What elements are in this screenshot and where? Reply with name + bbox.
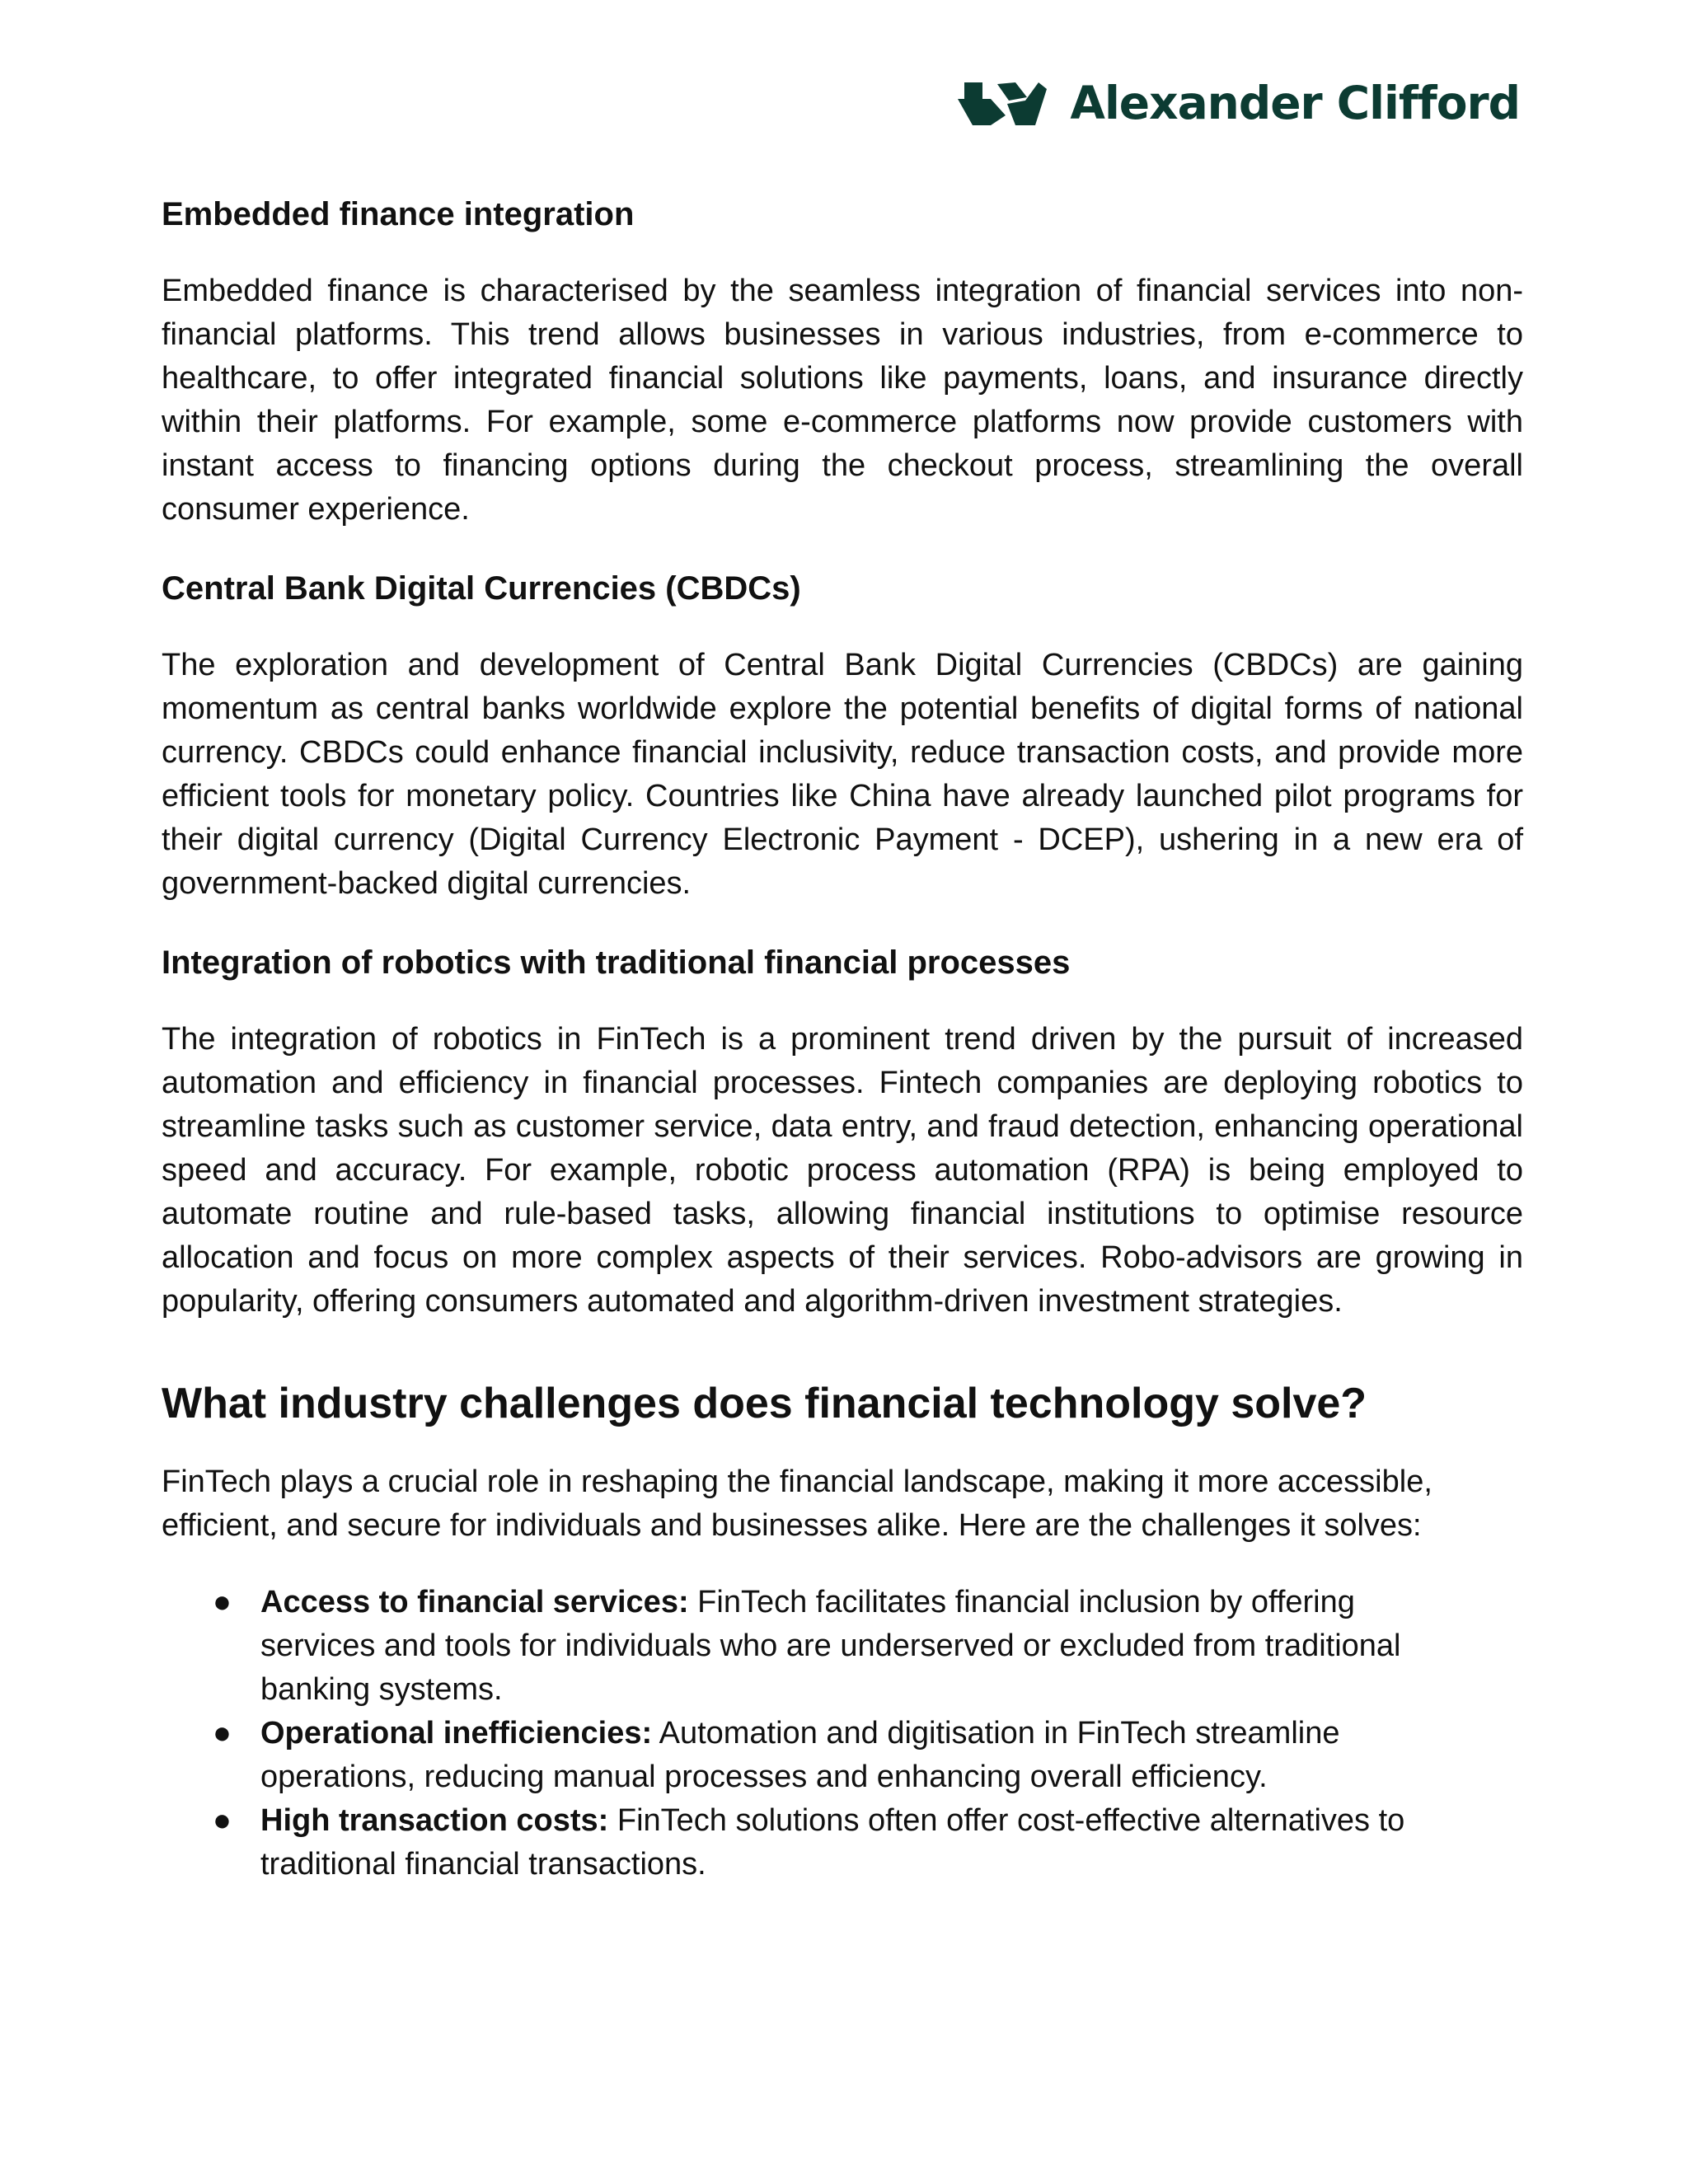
list-item-text: FinTech solutions often offer cost-effective alternatives to traditional financial transactions. xyxy=(260,1803,1405,1882)
challenges-list xyxy=(162,1581,1523,1886)
list-item-term: Access to financial services: xyxy=(260,1585,689,1620)
list-item-text: Automation and digitisation in FinTech streamline operations, reducing manual processes and enhancing overall efficiency. xyxy=(260,1716,1340,1795)
document-content xyxy=(162,194,1523,1886)
bullet-icon: ● xyxy=(213,1803,232,1839)
section-body-embedded-finance: Embedded finance is characterised by the seamless integration of financial services into non-financial platforms. This trend allows businesses in various industries, from e-commerce to healthcare, to offer integrated financial solutions like payments, loans, and insurance directly within their platforms. For example, some e-commerce platforms now provide customers with instant access to financing options during the checkout process, streamlining the overall consumer experience. xyxy=(162,274,1523,527)
section-heading-cbdcs: Central Bank Digital Currencies (CBDCs) xyxy=(162,570,801,607)
list-item xyxy=(162,1581,1523,1712)
bullet-icon: ● xyxy=(213,1585,232,1620)
list-item-term: Operational inefficiencies: xyxy=(260,1716,653,1751)
section-heading-embedded-finance: Embedded finance integration xyxy=(162,196,635,232)
brand-header xyxy=(958,76,1520,129)
list-item xyxy=(162,1712,1523,1799)
intro-paragraph: FinTech plays a crucial role in reshaping the financial landscape, making it more accessible, efficient, and secure for individuals and businesses alike. Here are the challenges it solves: xyxy=(162,1465,1432,1544)
section-heading-robotics: Integration of robotics with traditional financial processes xyxy=(162,944,1071,981)
section-body-robotics: The integration of robotics in FinTech is a prominent trend driven by the pursuit of increased automation and efficiency in financial processes. Fintech companies are deploying robotics to streamline tasks such as customer service, data entry, and fraud detection, enhancing operational speed and accuracy. For example, robotic process automation (RPA) is being employed to automate routine and rule-based tasks, allowing financial institutions to optimise resource allocation and focus on more complex aspects of their services. Robo-advisors are growing in popularity, offering consumers automated and algorithm-driven investment strategies. xyxy=(162,1022,1523,1319)
list-item xyxy=(162,1799,1523,1886)
bullet-icon: ● xyxy=(213,1716,232,1751)
brand-name: Alexander Clifford xyxy=(1070,76,1520,129)
alexander-clifford-logo-icon xyxy=(958,79,1047,127)
section-body-cbdcs: The exploration and development of Central Bank Digital Currencies (CBDCs) are gaining momentum as central banks worldwide explore the potential benefits of digital forms of national currency. CBDCs could enhance financial inclusivity, reduce transaction costs, and provide more efficient tools for monetary policy. Countries like China have already launched pilot programs for their digital currency (Digital Currency Electronic Payment - DCEP), ushering in a new era of government-backed digital currencies. xyxy=(162,648,1523,901)
list-item-term: High transaction costs: xyxy=(260,1803,609,1839)
list-item-text: FinTech facilitates financial inclusion by offering services and tools for individuals who are underserved or excluded from traditional banking systems. xyxy=(260,1585,1401,1708)
main-heading: What industry challenges does financial technology solve? xyxy=(162,1380,1367,1427)
